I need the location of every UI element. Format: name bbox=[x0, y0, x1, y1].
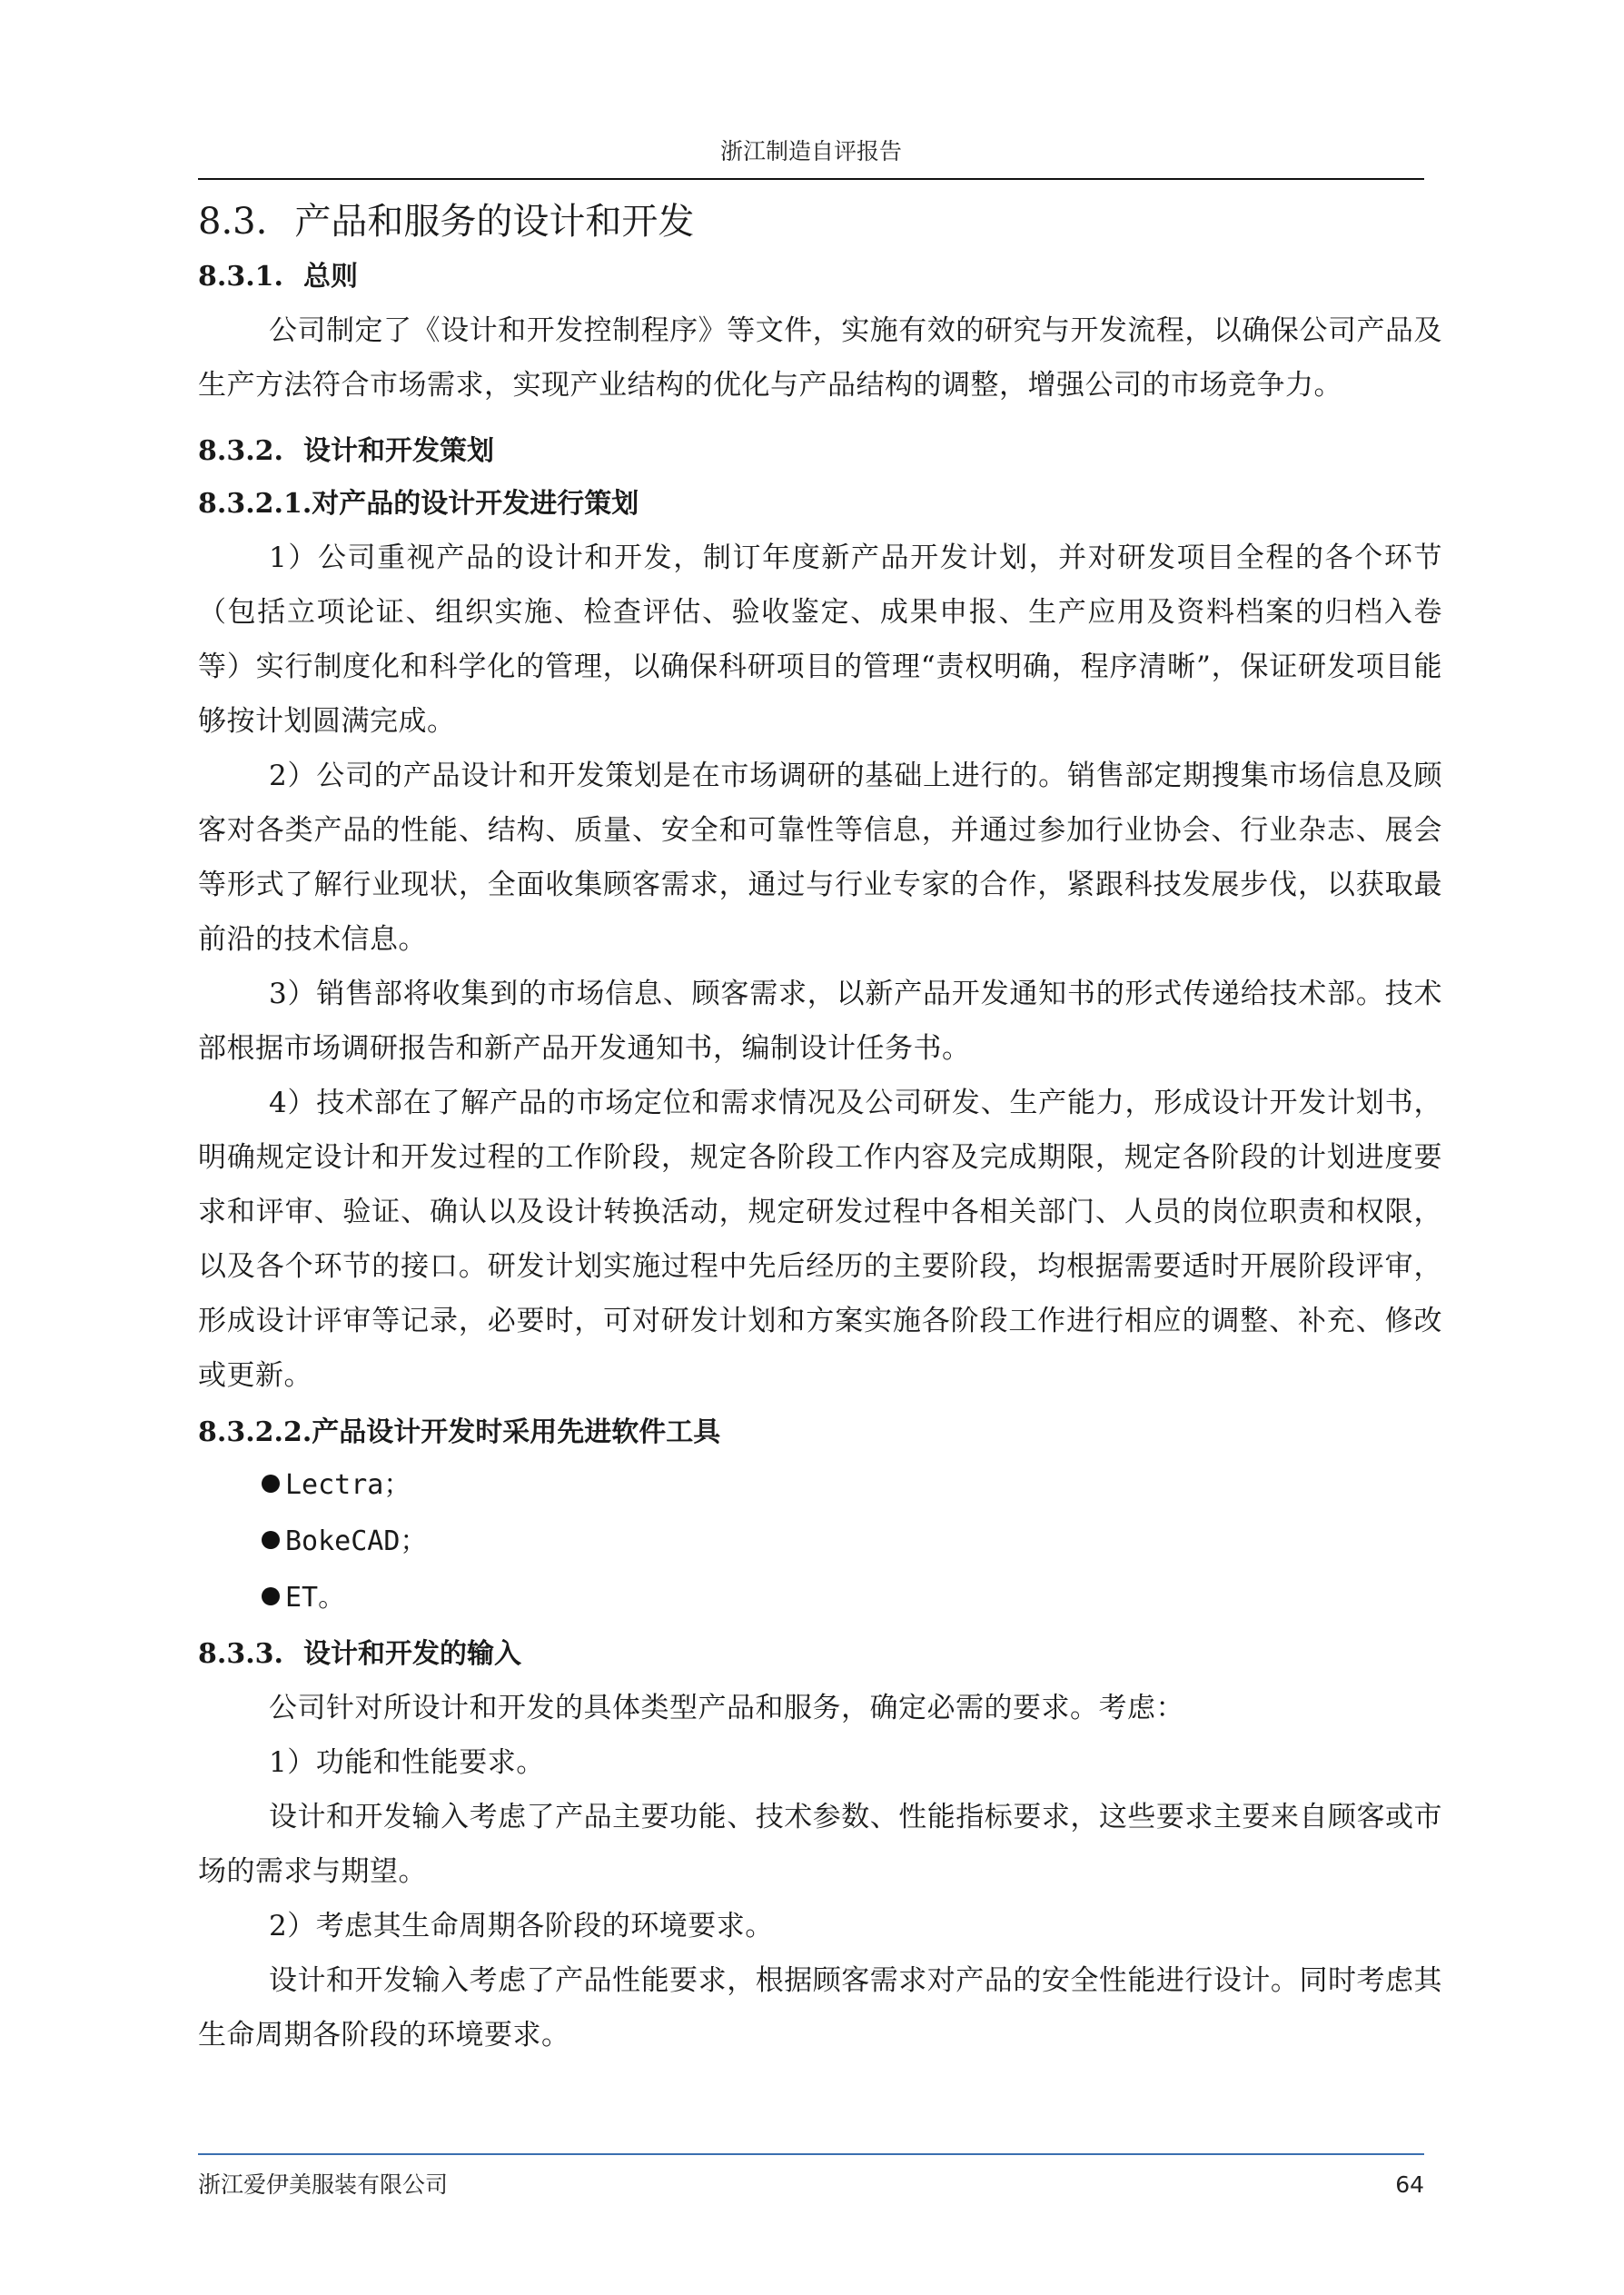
heading-8-3-1 bbox=[198, 251, 1442, 303]
list-item-text: BokeCAD； bbox=[285, 1525, 428, 1557]
list-item bbox=[262, 1515, 1442, 1568]
header-rule bbox=[198, 178, 1424, 180]
heading-number: 8.3.3. bbox=[198, 1638, 283, 1670]
paragraph-input-5: 设计和开发输入考虑了产品性能要求，根据顾客需求对产品的安全性能进行设计。同时考虑其生命周期各阶段的环境要求。 bbox=[198, 1964, 1442, 2052]
paragraph-planning-3: 3）销售部将收集到的市场信息、顾客需求，以新产品开发通知书的形式传递给技术部。技术部根据市场调研报告和新产品开发通知书，编制设计任务书。 bbox=[198, 978, 1442, 1065]
paragraph-input-4: 2）考虑其生命周期各阶段的环境要求。 bbox=[269, 1910, 774, 1942]
page-number: 64 bbox=[1395, 2171, 1424, 2198]
paragraph-planning-2: 2）公司的产品设计和开发策划是在市场调研的基础上进行的。销售部定期搜集市场信息及顾客对各类产品的性能、结构、质量、安全和可靠性等信息，并通过参加行业协会、行业杂志、展会等形式了解行业现状，全面收集顾客需求，通过与行业专家的合作，紧跟科技发展步伐，以获取最前沿的技术信息。 bbox=[198, 760, 1442, 956]
heading-8-3-2-1: 8.3.2.1.对产品的设计开发进行策划 bbox=[198, 488, 639, 520]
bullet-dot-icon bbox=[262, 1587, 280, 1605]
heading-title: 设计和开发策划 bbox=[302, 435, 494, 467]
heading-8-3-3 bbox=[198, 1628, 1442, 1681]
document-body bbox=[198, 193, 1442, 2062]
paragraph-planning-1: 1）公司重视产品的设计和开发，制订年度新产品开发计划，并对研发项目全程的各个环节（包括立项论证、组织实施、检查评估、验收鉴定、成果申报、生产应用及资料档案的归档入卷等）实行制度化和科学化的管理，以确保科研项目的管理“责权明确，程序清晰”，保证研发项目能够按计划圆满完成。 bbox=[198, 541, 1442, 738]
paragraph-input-1: 公司针对所设计和开发的具体类型产品和服务，确定必需的要求。考虑： bbox=[269, 1692, 1184, 1724]
footer-rule bbox=[198, 2153, 1424, 2155]
heading-title: 总则 bbox=[302, 261, 358, 293]
paragraph-general: 公司制定了《设计和开发控制程序》等文件，实施有效的研究与开发流程，以确保公司产品及生产方法符合市场需求，实现产业结构的优化与产品结构的调整，增强公司的市场竞争力。 bbox=[198, 314, 1442, 402]
heading-8-3-2-2: 8.3.2.2.产品设计开发时采用先进软件工具 bbox=[198, 1416, 721, 1448]
page-header: 浙江制造自评报告 bbox=[719, 138, 902, 164]
heading-number: 8.3.1. bbox=[198, 261, 283, 293]
list-item-text: ET。 bbox=[285, 1582, 346, 1614]
section-heading-8-3 bbox=[198, 193, 1442, 251]
section-title: 产品和服务的设计和开发 bbox=[294, 201, 695, 243]
list-item-text: Lectra； bbox=[285, 1469, 411, 1501]
list-item bbox=[262, 1459, 1442, 1512]
paragraph-planning-4: 4）技术部在了解产品的市场定位和需求情况及公司研发、生产能力，形成设计开发计划书，明确规定设计和开发过程的工作阶段，规定各阶段工作内容及完成期限，规定各阶段的计划进度要求和评审、验证、确认以及设计转换活动，规定研发过程中各相关部门、人员的岗位职责和权限，以及各个环节的接口。研发计划实施过程中先后经历的主要阶段，均根据需要适时开展阶段评审，形成设计评审等记录，必要时，可对研发计划和方案实施各阶段工作进行相应的调整、补充、修改或更新。 bbox=[198, 1087, 1442, 1392]
section-number: 8.3. bbox=[198, 201, 268, 243]
bullet-dot-icon bbox=[262, 1531, 280, 1549]
list-item bbox=[262, 1572, 1442, 1624]
heading-number: 8.3.2. bbox=[198, 435, 283, 467]
paragraph-input-2: 1）功能和性能要求。 bbox=[269, 1746, 545, 1779]
bullet-dot-icon bbox=[262, 1475, 280, 1493]
footer-company: 浙江爱伊美服装有限公司 bbox=[198, 2171, 449, 2198]
heading-title: 设计和开发的输入 bbox=[302, 1638, 521, 1670]
heading-8-3-2 bbox=[198, 425, 1442, 478]
paragraph-input-3: 设计和开发输入考虑了产品主要功能、技术参数、性能指标要求，这些要求主要来自顾客或市场的需求与期望。 bbox=[198, 1801, 1442, 1888]
